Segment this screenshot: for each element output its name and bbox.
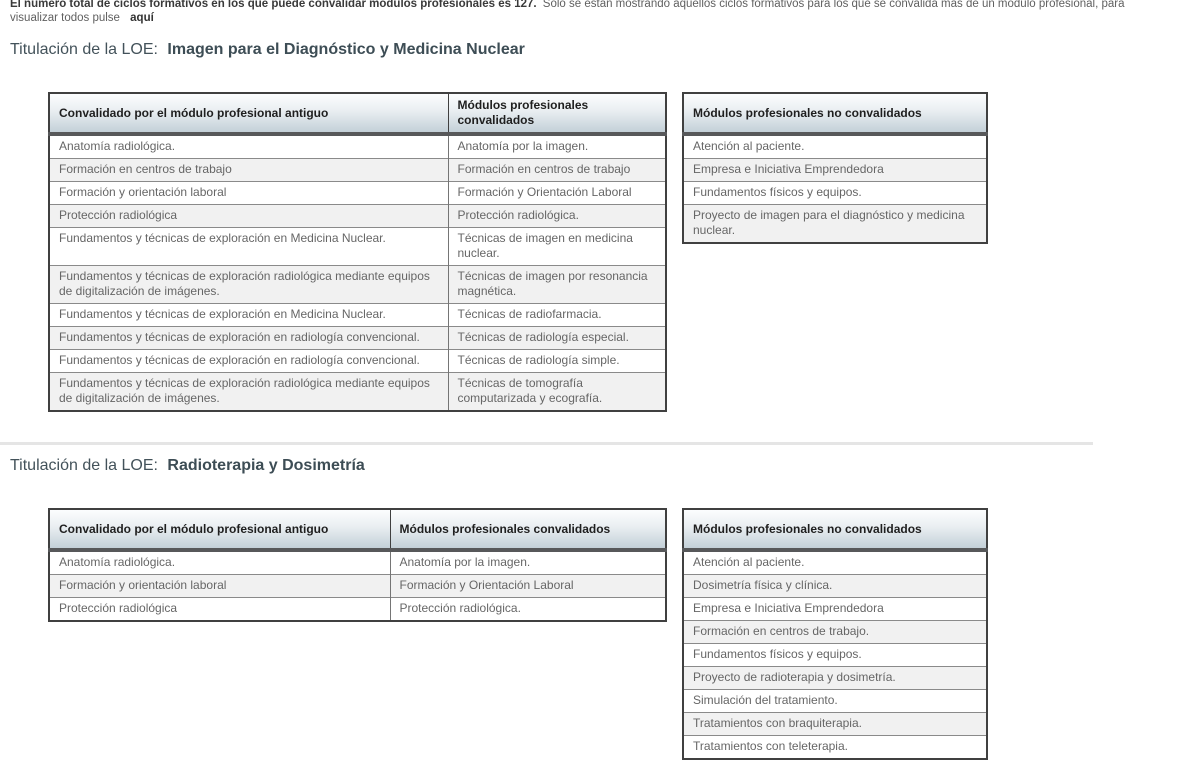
table-row	[49, 598, 666, 622]
table-cell: Técnicas de radiología especial.	[448, 327, 666, 350]
section-2-tables	[48, 508, 1186, 760]
table-cell: Tratamientos con teleterapia.	[683, 736, 987, 760]
table-cell: Técnicas de tomografía computarizada y ecografía.	[448, 373, 666, 412]
column-header-not-convalidated: Módulos profesionales no convalidados	[683, 93, 987, 134]
table-cell: Simulación del tratamiento.	[683, 690, 987, 713]
column-header-old-module: Convalidado por el módulo profesional antiguo	[49, 509, 390, 550]
table-row	[49, 228, 666, 266]
section-1-tables	[48, 92, 1186, 412]
table-row	[683, 621, 987, 644]
table-cell: Anatomía por la imagen.	[390, 550, 666, 575]
table-row	[683, 205, 987, 244]
table-row	[49, 327, 666, 350]
convalidation-table-2-head	[49, 509, 666, 550]
table-cell: Técnicas de imagen por resonancia magnética.	[448, 266, 666, 304]
table-cell: Atención al paciente.	[693, 139, 805, 153]
table-row	[683, 575, 987, 598]
table-row	[49, 304, 666, 327]
table-cell: Tratamientos con braquiterapia.	[683, 713, 987, 736]
table-cell: Formación y Orientación Laboral	[390, 575, 666, 598]
table-cell: Técnicas de imagen en medicina nuclear.	[448, 228, 666, 266]
table-cell: Proyecto de imagen para el diagnóstico y medicina nuclear.	[683, 205, 987, 244]
convalidation-table-1	[48, 92, 667, 412]
not-convalidated-table-1-head	[683, 93, 987, 134]
table-row	[683, 550, 987, 575]
section-2-title	[10, 457, 1186, 475]
table-row	[683, 713, 987, 736]
column-header-convalidated-modules: Módulos profesionales convalidados	[448, 93, 666, 134]
column-header-convalidated-modules: Módulos profesionales convalidados	[390, 509, 666, 550]
intro-rest-text: Sólo se están mostrando aquellos ciclos formativos para los que se convalida más de un módulo profesional, para visualizar todos pulse	[10, 0, 1125, 24]
table-cell: Protección radiológica.	[390, 598, 666, 622]
show-all-link[interactable]: aquí	[130, 12, 154, 24]
table-row	[683, 667, 987, 690]
section-1-title-prefix: Titulación de la LOE:	[10, 41, 158, 58]
table-cell: Formación en centros de trabajo	[448, 159, 666, 182]
convalidation-table-1-head	[49, 93, 666, 134]
table-cell: Fundamentos y técnicas de exploración en radiología convencional.	[49, 327, 448, 350]
convalidation-table-2-body	[49, 550, 666, 621]
table-cell: Fundamentos y técnicas de exploración en Medicina Nuclear.	[49, 228, 448, 266]
section-2-title-name: Radioterapia y Dosimetría	[167, 457, 365, 474]
column-header-old-module: Convalidado por el módulo profesional antiguo	[49, 93, 448, 134]
table-cell: Formación y Orientación Laboral	[448, 182, 666, 205]
table-cell: Dosimetría física y clínica.	[683, 575, 987, 598]
table-cell: Protección radiológica.	[448, 205, 666, 228]
table-cell: Fundamentos y técnicas de exploración en radiología convencional.	[49, 350, 448, 373]
table-row	[683, 736, 987, 760]
table-row	[683, 598, 987, 621]
not-convalidated-table-1-body	[683, 134, 987, 243]
table-cell: Fundamentos físicos y equipos.	[683, 644, 987, 667]
table-row	[683, 182, 987, 205]
table-row	[683, 690, 987, 713]
table-row	[49, 373, 666, 412]
table-cell: Anatomía por la imagen.	[448, 134, 666, 159]
header-row	[683, 509, 987, 550]
table-row	[49, 575, 666, 598]
convalidation-table-1-body	[49, 134, 666, 411]
table-cell: Anatomía radiológica.	[59, 555, 176, 569]
not-convalidated-table-1	[682, 92, 988, 244]
convalidation-table-2	[48, 508, 667, 622]
table-row	[683, 159, 987, 182]
table-row	[49, 550, 666, 575]
table-row	[49, 134, 666, 159]
table-cell: Anatomía radiológica.	[59, 139, 176, 153]
header-row	[49, 509, 666, 550]
intro-paragraph	[10, 0, 1135, 25]
not-convalidated-table-2-body	[683, 550, 987, 759]
intro-lead-text: El número total de ciclos formativos en los que puede convalidar módulos profesionales es 127.	[10, 0, 537, 10]
table-cell: Formación y orientación laboral	[49, 575, 390, 598]
section-divider	[0, 442, 1093, 445]
table-cell: Formación en centros de trabajo	[49, 159, 448, 182]
table-row	[49, 205, 666, 228]
section-2-title-prefix: Titulación de la LOE:	[10, 457, 158, 474]
section-1-title	[10, 41, 1186, 59]
table-cell: Empresa e Iniciativa Emprendedora	[683, 159, 987, 182]
table-row	[49, 350, 666, 373]
not-convalidated-table-2	[682, 508, 988, 760]
table-cell: Fundamentos y técnicas de exploración radiológica mediante equipos de digitalización de imágenes.	[49, 266, 448, 304]
table-cell: Técnicas de radiofarmacia.	[448, 304, 666, 327]
table-cell: Empresa e Iniciativa Emprendedora	[683, 598, 987, 621]
table-cell: Fundamentos y técnicas de exploración en Medicina Nuclear.	[49, 304, 448, 327]
table-row	[49, 159, 666, 182]
table-cell: Atención al paciente.	[693, 555, 805, 569]
section-1-title-name: Imagen para el Diagnóstico y Medicina Nuclear	[167, 41, 525, 58]
table-row	[683, 134, 987, 159]
table-cell: Protección radiológica	[49, 205, 448, 228]
table-cell: Formación en centros de trabajo.	[683, 621, 987, 644]
table-cell: Fundamentos físicos y equipos.	[683, 182, 987, 205]
table-row	[49, 182, 666, 205]
table-cell: Fundamentos y técnicas de exploración radiológica mediante equipos de digitalización de imágenes.	[49, 373, 448, 412]
table-row	[683, 644, 987, 667]
table-row	[49, 266, 666, 304]
table-cell: Protección radiológica	[49, 598, 390, 622]
table-cell: Proyecto de radioterapia y dosimetría.	[683, 667, 987, 690]
column-header-not-convalidated: Módulos profesionales no convalidados	[683, 509, 987, 550]
header-row	[49, 93, 666, 134]
table-cell: Técnicas de radiología simple.	[448, 350, 666, 373]
table-cell: Formación y orientación laboral	[49, 182, 448, 205]
not-convalidated-table-2-head	[683, 509, 987, 550]
header-row	[683, 93, 987, 134]
